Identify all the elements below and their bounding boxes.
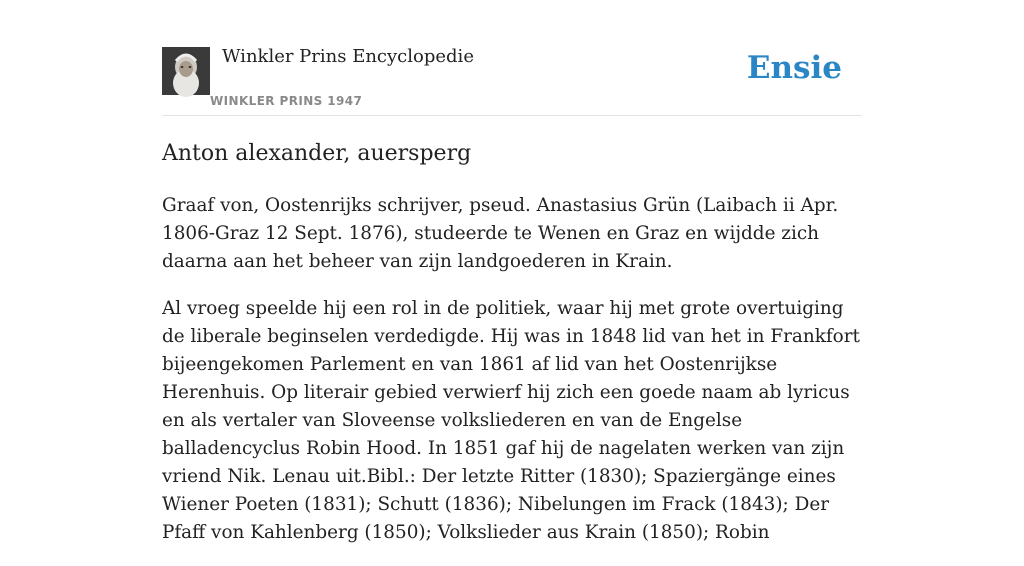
brand-logo[interactable]: Ensie — [746, 50, 842, 86]
paragraph: Al vroeg speelde hij een rol in de politiek, waar hij met grote overtuiging de liberale beginselen verdedigde. Hij was in 1848 lid van het in Frankfort bijeengekomen Parlement en van 1861 af lid van het Oostenrijkse Herenhuis. Op literair gebied verwierf hij zich een goede naam ab lyricus en als vertaler van Sloveense volksliederen en van de Engelse balladencyclus Robin Hood. In 1851 gaf hij de nagelaten werken van zijn vriend Nik. Lenau uit.Bibl.: Der letzte Ritter (1830); Spaziergänge eines Wiener Poeten (1831); Schutt (1836); Nibelungen im Frack (1843); Der Pfaff von Kahlenberg (1850); Volkslieder aus Krain (1850); Robin — [162, 298, 860, 543]
avatar[interactable] — [162, 47, 210, 95]
publication-subtitle: WINKLER PRINS 1947 — [210, 94, 363, 108]
author-portrait-icon — [162, 47, 210, 95]
header — [162, 0, 862, 116]
publication-name[interactable]: Winkler Prins Encyclopedie — [222, 46, 474, 67]
paragraph: Graaf von, Oostenrijks schrijver, pseud. Anastasius Grün (Laibach ii Apr. 1806-Graz 12 Sept. 1876), studeerde te Wenen en Graz en wijdde zich daarna aan het beheer van zijn landgoederen in Krain. — [162, 195, 839, 272]
article-body — [162, 192, 862, 566]
article-container — [162, 0, 862, 543]
article-title: Anton alexander, auersperg — [162, 141, 472, 166]
